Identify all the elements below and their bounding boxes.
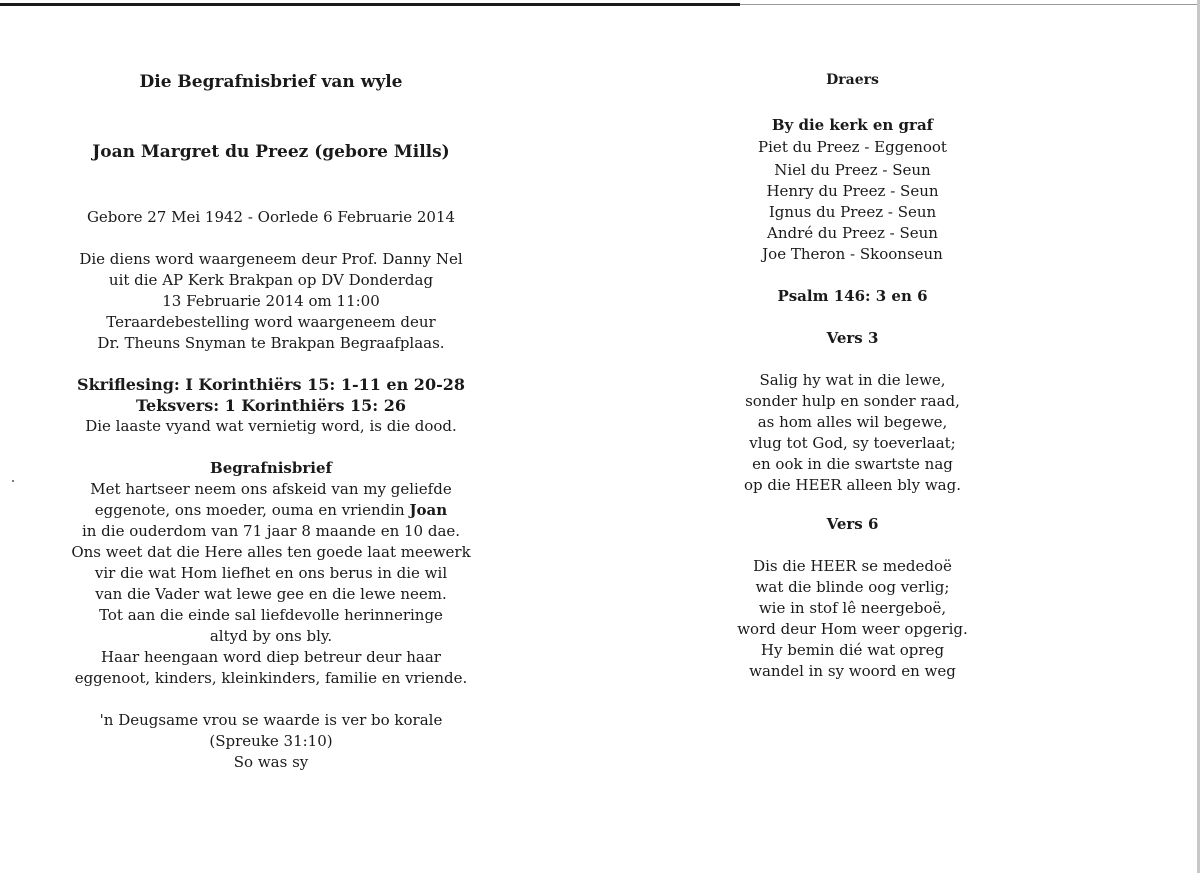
bearer-item: Niel du Preez - Seun [774, 161, 931, 179]
letter-line: Ons weet dat die Here alles ten goede laat meewerk [71, 543, 471, 561]
letter-line: eggenoot, kinders, kleinkinders, familie en vriende. [74, 669, 468, 687]
verse3-line: sonder hulp en sonder raad, [745, 392, 960, 410]
verse3-line: Salig hy wat in die lewe, [759, 371, 946, 389]
closing-line: (Spreuke 31:10) [209, 732, 333, 750]
scripture-reading: Skriflesing: I Korinthiërs 15: 1-11 en 20-28 [77, 375, 465, 394]
bearer-item: Joe Theron - Skoonseun [762, 245, 943, 263]
verse3-heading: Vers 3 [826, 329, 879, 347]
scan-top-border [0, 3, 740, 6]
bearer-item: Henry du Preez - Seun [766, 182, 939, 200]
letter-line: in die ouderdom van 71 jaar 8 maande en 10 dae. [81, 522, 461, 540]
scan-speck [12, 480, 14, 482]
verse3-line: vlug tot God, sy toeverlaat; [749, 434, 956, 452]
letter-name-bold: Joan [409, 501, 448, 519]
letter-heading: Begrafnisbrief [210, 459, 332, 477]
closing-line: So was sy [233, 753, 309, 771]
service-line: Dr. Theuns Snyman te Brakpan Begraafplaas. [97, 334, 445, 352]
letter-line: altyd by ons bly. [209, 627, 333, 645]
church-grave-heading: By die kerk en graf [771, 116, 934, 134]
verse6-heading: Vers 6 [826, 515, 879, 533]
verse6-line: word deur Hom weer opgerig. [737, 620, 968, 638]
bearer-item: André du Preez - Seun [767, 224, 938, 242]
service-line: Die diens word waargeneem deur Prof. Danny Nel [79, 250, 463, 268]
service-line: uit die AP Kerk Brakpan op DV Donderdag [108, 271, 434, 289]
verse6-line: Hy bemin dié wat opreg [760, 641, 945, 659]
verse6-line: wandel in sy woord en weg [749, 662, 956, 680]
letter-line: vir die wat Hom liefhet en ons berus in die wil [94, 564, 448, 582]
life-dates: Gebore 27 Mei 1942 - Oorlede 6 Februarie 2014 [86, 208, 456, 226]
verse6-line: wat die blinde oog verlig; [755, 578, 950, 596]
verse-quote: Die laaste vyand wat vernietig word, is die dood. [85, 417, 457, 435]
closing-line: 'n Deugsame vrou se waarde is ver bo korale [99, 711, 443, 729]
text-verse: Teksvers: 1 Korinthiërs 15: 26 [135, 396, 407, 415]
letter-line: Haar heengaan word diep betreur deur haar [101, 648, 441, 666]
psalm-heading: Psalm 146: 3 en 6 [777, 287, 928, 305]
verse3-line: as hom alles wil begewe, [757, 413, 948, 431]
letter-line-text: eggenote, ons moeder, ouma en vriendin [94, 501, 410, 519]
letter-line: van die Vader wat lewe gee en die lewe neem. [95, 585, 447, 603]
service-line: Teraardebestelling word waargeneem deur [106, 313, 436, 331]
letter-line [40, 500, 502, 520]
service-line: 13 Februarie 2014 om 11:00 [162, 292, 380, 310]
bearer-item: Piet du Preez - Eggenoot [758, 138, 947, 156]
document-heading: Die Begrafnisbrief van wyle [139, 72, 403, 92]
verse6-line: Dis die HEER se mededoë [753, 557, 952, 575]
letter-line: Tot aan die einde sal liefdevolle herinneringe [99, 606, 443, 624]
letter-line: Met hartseer neem ons afskeid van my geliefde [90, 480, 452, 498]
verse3-line: en ook in die swartste nag [752, 455, 953, 473]
bearer-item: Ignus du Preez - Seun [768, 203, 937, 221]
deceased-name: Joan Margret du Preez (gebore Mills) [92, 142, 450, 162]
scan-top-border-thin [740, 4, 1200, 5]
verse6-line: wie in stof lê neergeboë, [758, 599, 947, 617]
verse3-line: op die HEER alleen bly wag. [743, 476, 961, 494]
bearers-heading: Draers [826, 72, 879, 88]
